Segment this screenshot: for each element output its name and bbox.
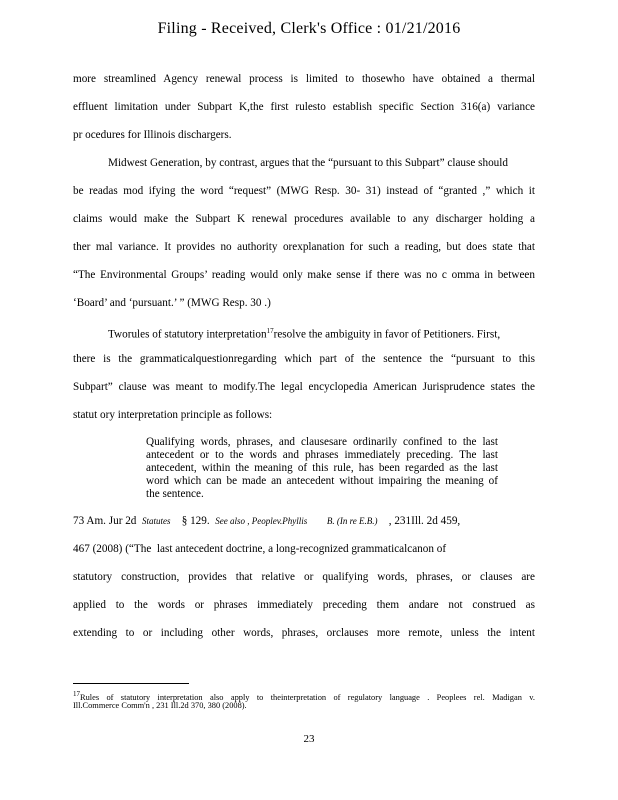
footnote-ref: 17 <box>266 327 274 335</box>
quote-line: word which can be made an antecedent without impairing the meaning of <box>146 475 498 487</box>
body-line: effluent limitation under Subpart K,the first rulesto establish specific Section 316(a) variance <box>73 101 535 113</box>
body-text: last antecedent doctrine, a long-recognized grammaticalcanon of <box>156 543 447 555</box>
citation-text: See also , Peoplev.Phyllis <box>215 516 308 526</box>
citation-text: Statutes <box>142 516 171 526</box>
body-line: pr ocedures for Illinois dischargers. <box>73 129 232 141</box>
body-text: resolve the ambiguity in favor of Petitioners. First, <box>273 328 501 341</box>
body-line: “The Environmental Groups’ reading would only make sense if there was no c omma in between <box>73 269 535 281</box>
body-line: applied to the words or phrases immediately preceding them andare not construed as <box>73 599 535 611</box>
body-line: there is the grammaticalquestionregarding which part of the sentence the “pursuant to this <box>73 353 535 365</box>
body-line: claims would make the Subpart K renewal procedures available to any discharger holding a <box>73 213 535 225</box>
citation-text: 73 Am. Jur 2d <box>73 515 137 527</box>
footnote-line: Ill.Commerce Comm'n , 231 Ill.2d 370, 380 (2008). <box>73 701 247 710</box>
page-number: 23 <box>303 733 315 745</box>
citation-text: § 129. <box>181 515 210 527</box>
body-line: statutory construction, provides that relative or qualifying words, phrases, or clauses are <box>73 571 535 583</box>
body-line: Subpart” clause was meant to modify.The legal encyclopedia American Jurisprudence states the <box>73 381 535 393</box>
body-line: statut ory interpretation principle as follows: <box>73 409 273 421</box>
body-line: more streamlined Agency renewal process is limited to thosewho have obtained a thermal <box>73 73 535 85</box>
quote-line: antecedent, within the meaning of this rule, has been regarded as the last <box>146 462 498 474</box>
citation-text: 467 (2008) (“The <box>73 543 152 555</box>
block-quote <box>146 436 498 501</box>
body-line <box>108 324 500 342</box>
body-line: Midwest Generation, by contrast, argues that the “pursuant to this Subpart” clause should <box>108 157 508 169</box>
quote-line: the sentence. <box>146 488 204 500</box>
body-line: ‘Board’ and ‘pursuant.’ ” (MWG Resp. 30 .) <box>73 297 271 309</box>
body-text: Tworules of statutory interpretation <box>108 328 267 341</box>
citation-text: , 231Ill. 2d 459, <box>388 515 461 527</box>
body-line: extending to or including other words, phrases, orclauses more remote, unless the intent <box>73 627 535 639</box>
filing-header: Filing - Received, Clerk's Office : 01/21/2016 <box>157 20 461 37</box>
body-line <box>73 542 446 556</box>
body-line: ther mal variance. It provides no authority orexplanation for such a reading, but does state that <box>73 241 535 253</box>
citation-line <box>73 514 460 528</box>
footnote-text: Rules of statutory interpretation also apply to theinterpretation of regulatory language . Peoplees rel. Madigan v. <box>80 692 535 702</box>
quote-line: antecedent or to the words and phrases immediately preceding. The last <box>146 449 498 461</box>
footnote-divider <box>73 683 189 684</box>
body-line: be readas mod ifying the word “request” (MWG Resp. 30- 31) instead of “granted ,” which it <box>73 185 535 197</box>
citation-text: B. (In re E.B.) <box>326 516 378 526</box>
footnote-marker: 17 <box>73 690 80 698</box>
quote-line: Qualifying words, phrases, and clausesare ordinarily confined to the last <box>146 436 498 448</box>
